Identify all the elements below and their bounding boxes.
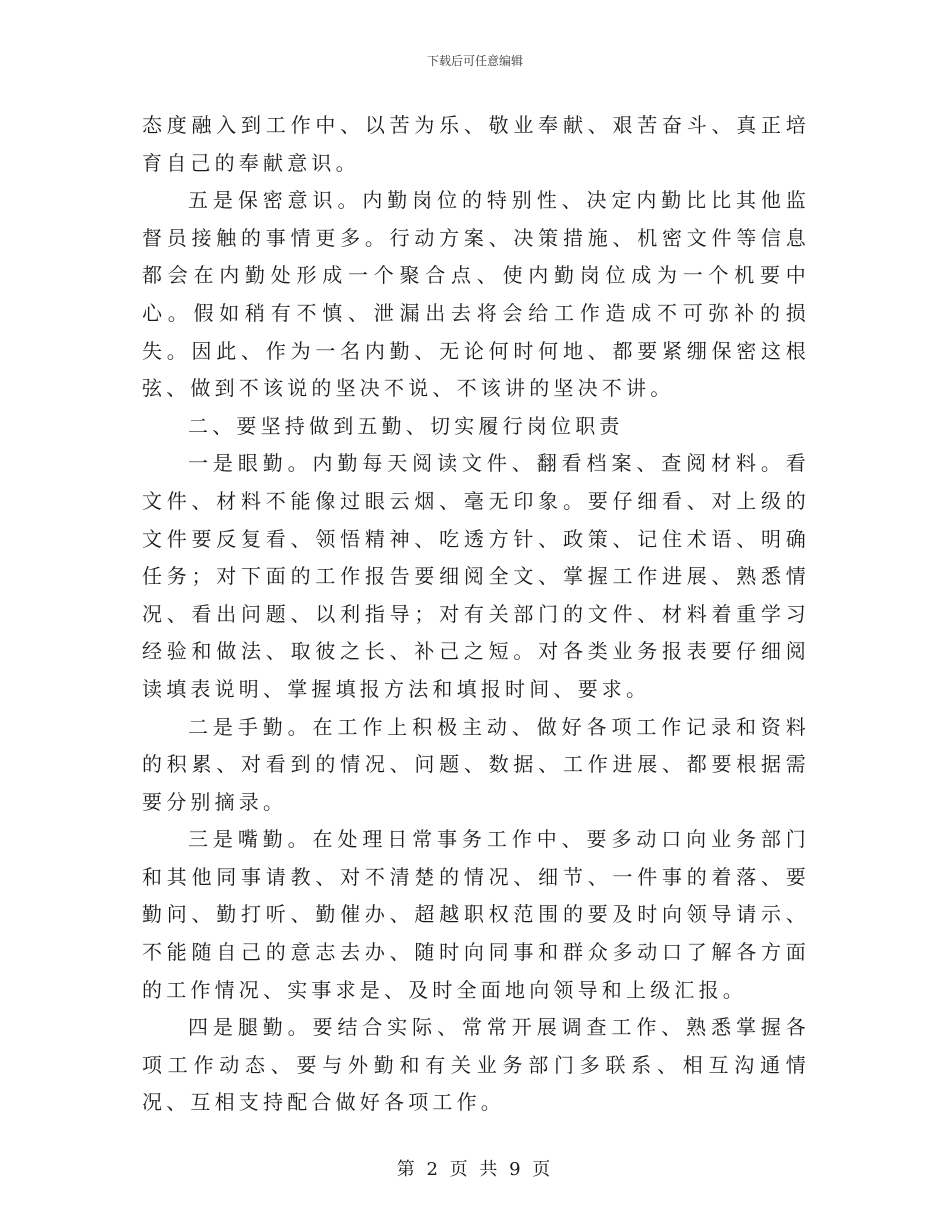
section-heading: 二、要坚持做到五勤、切实履行岗位职责	[188, 413, 624, 438]
paragraph-3: 一是眼勤。内勤每天阅读文件、翻看档案、查阅材料。看文件、材料不能像过眼云烟、毫无印象。要仔细看、对上级的文件要反复看、领悟精神、吃透方针、政策、记住术语、明确任务；对下面的工作报告要细阅全文、掌握工作进展、熟悉情况、看出问题、以利指导；对有关部门的文件、材料着重学习经验和做法、取彼之长、补己之短。对各类业务报表要仔细阅读填表说明、掌握填报方法和填报时间、要求。	[142, 451, 810, 701]
paragraph-6: 四是腿勤。要结合实际、常常开展调查工作、熟悉掌握各项工作动态、要与外勤和有关业务部门多联系、相互沟通情况、互相支持配合做好各项工作。	[142, 1015, 810, 1115]
page-footer: 第 2 页 共 9 页	[396, 1159, 554, 1180]
paragraph-2: 五是保密意识。内勤岗位的特别性、决定内勤比比其他监督员接触的事情更多。行动方案、决策措施、机密文件等信息都会在内勤处形成一个聚合点、使内勤岗位成为一个机要中心。假如稍有不慎、泄漏出去将会给工作造成不可弥补的损失。因此、作为一名内勤、无论何时何地、都要紧绷保密这根弦、做到不该说的坚决不说、不该讲的坚决不讲。	[142, 188, 810, 401]
paragraph-4: 二是手勤。在工作上积极主动、做好各项工作记录和资料的积累、对看到的情况、问题、数据、工作进展、都要根据需要分别摘录。	[142, 714, 810, 814]
paragraph-1: 态度融入到工作中、以苦为乐、敬业奉献、艰苦奋斗、真正培育自己的奉献意识。	[142, 113, 810, 175]
paragraph-5: 三是嘴勤。在处理日常事务工作中、要多动口向业务部门和其他同事请教、对不清楚的情况、细节、一件事的着落、要勤问、勤打听、勤催办、超越职权范围的要及时向领导请示、不能随自己的意志去办、随时向同事和群众多动口了解各方面的工作情况、实事求是、及时全面地向领导和上级汇报。	[142, 827, 810, 1002]
page-header: 下载后可任意编辑	[426, 54, 523, 68]
document-body	[142, 107, 810, 1122]
